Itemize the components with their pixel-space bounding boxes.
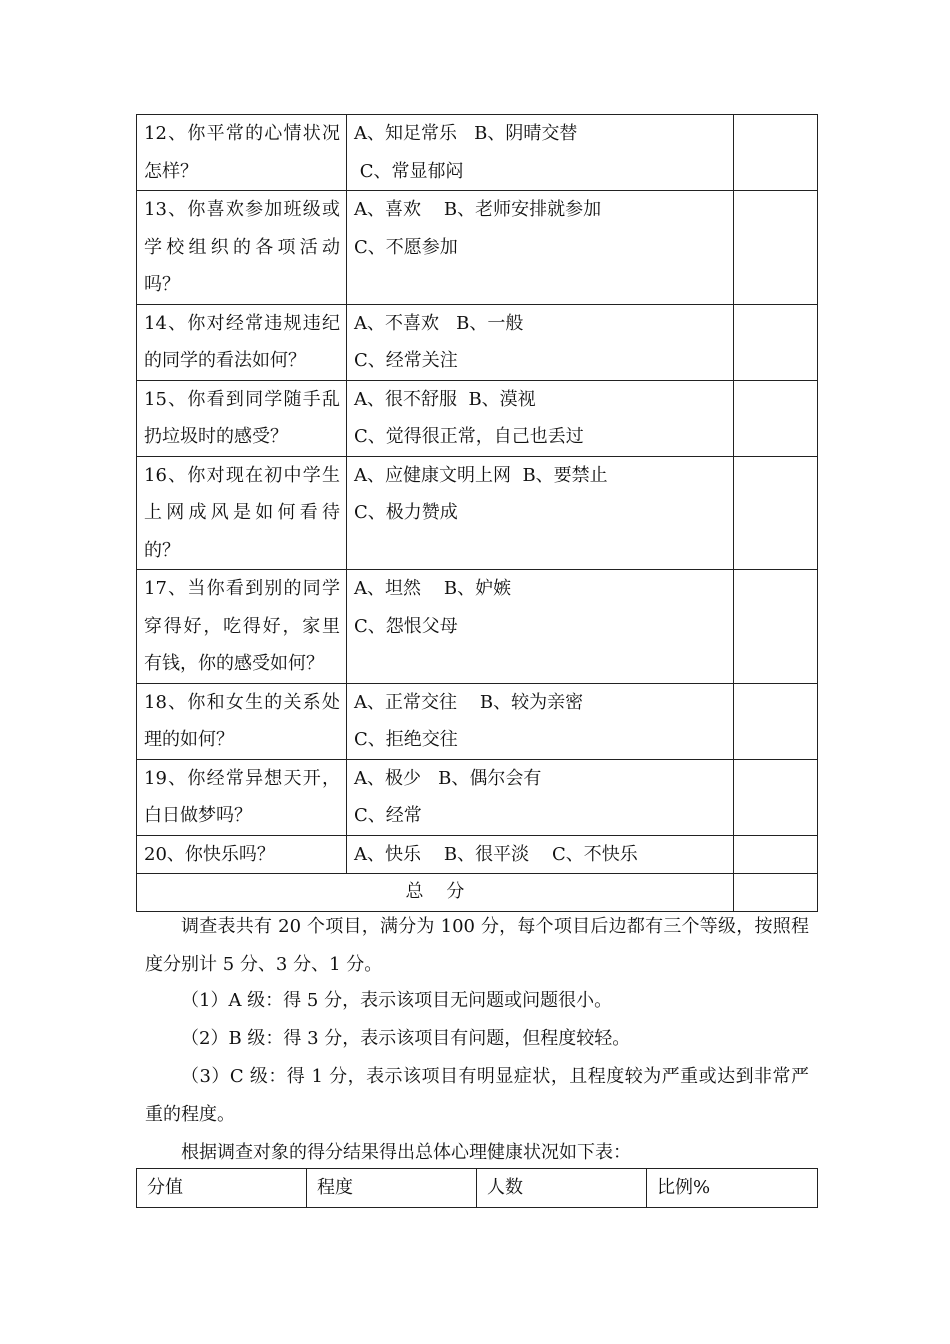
result-intro-line: 根据调查对象的得分结果得出总体心理健康状况如下表： — [181, 1142, 631, 1163]
header-percent: 比例% — [647, 1169, 818, 1208]
answer-option-line: C、极力赞成 — [354, 502, 458, 523]
level-a-line: （1）A 级：得 5 分，表示该项目无问题或问题很小。 — [181, 990, 613, 1011]
score-cell — [734, 570, 818, 684]
question-cell: 15、你看到同学随手乱扔垃圾时的感受？ — [137, 380, 347, 456]
survey-row — [137, 115, 818, 191]
total-score-cell — [734, 874, 818, 912]
question-cell: 18、你和女生的关系处理的如何？ — [137, 683, 347, 759]
question-cell: 20、你快乐吗？ — [137, 835, 347, 874]
answer-option-line: A、正常交往 B、较为亲密 — [354, 691, 584, 713]
score-cell — [734, 304, 818, 380]
answer-option-line: C、觉得很正常，自己也丢过 — [354, 426, 584, 447]
question-cell: 16、你对现在初中学生上网成风是如何看待的？ — [137, 456, 347, 570]
answer-options-cell — [347, 835, 734, 874]
question-cell: 13、你喜欢参加班级或学校组织的各项活动吗？ — [137, 191, 347, 305]
answer-option-line: A、很不舒服 B、漠视 — [354, 388, 536, 410]
survey-row — [137, 380, 818, 456]
level-c-paragraph: （3）C 级：得 1 分，表示该项目有明显症状，且程度较为严重或达到非常严重的程度。 — [145, 1066, 809, 1125]
survey-row — [137, 835, 818, 874]
survey-row — [137, 683, 818, 759]
total-label: 总 分 — [137, 874, 734, 912]
result-table — [136, 1168, 818, 1208]
answer-option-line: C、经常关注 — [354, 350, 458, 371]
score-cell — [734, 456, 818, 570]
total-row — [137, 874, 818, 912]
score-cell — [734, 115, 818, 191]
level-b-line: （2）B 级：得 3 分，表示该项目有问题，但程度较轻。 — [181, 1028, 631, 1049]
answer-options-cell — [347, 115, 734, 191]
survey-row — [137, 304, 818, 380]
answer-option-line: C、不愿参加 — [354, 236, 458, 258]
question-cell: 17、当你看到别的同学穿得好，吃得好，家里有钱，你的感受如何？ — [137, 570, 347, 684]
answer-option-line: A、不喜欢 B、一般 — [354, 312, 524, 334]
header-score: 分值 — [137, 1169, 307, 1208]
answer-option-line: C、拒绝交往 — [354, 729, 458, 750]
scoring-intro-paragraph: 调查表共有 20 个项目，满分为 100 分，每个项目后边都有三个等级，按照程度分别计 5 分、3 分、1 分。 — [145, 916, 809, 975]
header-degree: 程度 — [307, 1169, 477, 1208]
survey-row — [137, 570, 818, 684]
answer-option-line: A、喜欢 B、老师安排就参加 — [354, 199, 602, 220]
answer-option-line: C、怨恨父母 — [354, 615, 458, 637]
answer-options-cell — [347, 304, 734, 380]
score-cell — [734, 191, 818, 305]
answer-options-cell — [347, 570, 734, 684]
header-count: 人数 — [477, 1169, 647, 1208]
score-cell — [734, 683, 818, 759]
question-cell: 12、你平常的心情状况怎样？ — [137, 115, 347, 191]
answer-option-line: A、极少 B、偶尔会有 — [354, 767, 542, 789]
answer-option-line: A、应健康文明上网 B、要禁止 — [354, 464, 608, 486]
answer-options-cell — [347, 380, 734, 456]
answer-option-line: A、坦然 B、妒嫉 — [354, 578, 512, 599]
answer-option-line: C、常显郁闷 — [354, 160, 464, 182]
score-cell — [734, 759, 818, 835]
answer-options-cell — [347, 456, 734, 570]
answer-options-cell — [347, 191, 734, 305]
result-header-row — [137, 1169, 818, 1208]
answer-options-cell — [347, 683, 734, 759]
score-cell — [734, 380, 818, 456]
survey-row — [137, 759, 818, 835]
answer-option-line: A、知足常乐 B、阴晴交替 — [354, 123, 578, 144]
score-cell — [734, 835, 818, 874]
answer-options-cell — [347, 759, 734, 835]
question-cell: 14、你对经常违规违纪的同学的看法如何？ — [137, 304, 347, 380]
answer-option-line: A、快乐 B、很平淡 C、不快乐 — [354, 843, 638, 865]
survey-table — [136, 114, 818, 912]
survey-row — [137, 191, 818, 305]
question-cell: 19、你经常异想天开，白日做梦吗？ — [137, 759, 347, 835]
answer-option-line: C、经常 — [354, 805, 422, 826]
survey-row — [137, 456, 818, 570]
